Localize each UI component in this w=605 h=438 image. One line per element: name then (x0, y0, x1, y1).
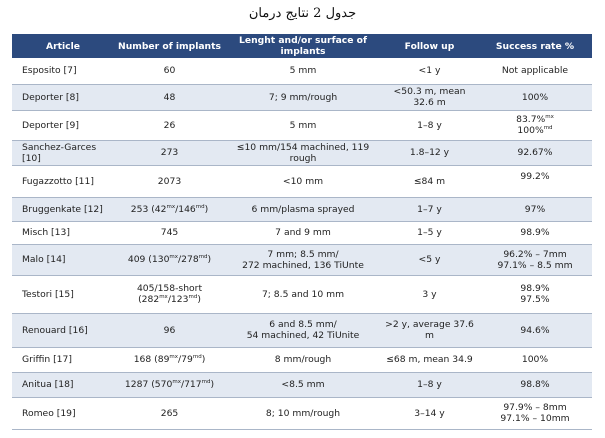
cell-article: Renouard [16] (22, 324, 88, 336)
table-row (12, 165, 592, 197)
cell-follow-up: >2 y, average 37.6 m (385, 319, 474, 341)
cell-implants: 405/158-short $(282^{mx}/123^{md})$ (136, 283, 203, 305)
cell-length: <10 mm (282, 175, 324, 187)
cell-length: 6 mm/plasma sprayed (251, 203, 355, 215)
cell-length: 7 and 9 mm (275, 227, 331, 238)
cell-article: Romeo [19] (22, 407, 76, 419)
results-table-container (12, 34, 592, 430)
cell-follow-up: 1–8 y (417, 379, 442, 390)
table-row (12, 397, 592, 429)
cell-length: 5 mm (289, 65, 317, 77)
cell-article: Sanchez-Garces [10] (22, 141, 97, 164)
cell-follow-up: 3–14 y (414, 407, 445, 419)
cell-length: ≤10 mm/154 machined, 119 rough (236, 141, 370, 164)
header-length-surface: Lenght and/or surface of implants (225, 34, 381, 58)
table-row (12, 84, 592, 110)
cell-article: Testori [15] (22, 288, 74, 300)
cell-success: 96.2% – 7mm 97.1% – 8.5 mm (497, 248, 573, 271)
cell-success: 97% (524, 203, 546, 215)
table-row (12, 372, 592, 397)
cell-follow-up: 1–7 y (417, 203, 442, 215)
success-value: 100% (517, 125, 544, 136)
superscript: md (543, 125, 553, 131)
cell-success: 100% (521, 91, 549, 103)
table-row (12, 58, 592, 84)
cell-success: Not applicable (501, 65, 569, 77)
cell-success: 99.2% (520, 170, 550, 182)
cell-article: Esposito [7] (22, 65, 77, 77)
cell-implants: 1287 $(570^{mx}/717^{md})$ (124, 379, 215, 390)
table-row (12, 347, 592, 372)
cell-length: 5 mm (289, 119, 317, 131)
cell-success: 98.9% 97.5% (520, 283, 550, 305)
cell-implants: 60 (163, 65, 176, 77)
cell-article: Griffin [17] (22, 354, 72, 365)
cell-article: Deporter [8] (22, 91, 79, 103)
cell-success: 100% (521, 354, 549, 365)
cell-article: Deporter [9] (22, 119, 79, 131)
cell-length: <8.5 mm (281, 379, 325, 390)
table-caption: جدول 2 نتایج درمان (248, 6, 357, 21)
success-value: 83.7% (516, 114, 546, 125)
table-row (12, 244, 592, 275)
cell-follow-up: 1.8–12 y (409, 147, 450, 158)
cell-length: 7; 8.5 and 10 mm (261, 288, 345, 300)
cell-success: 98.9% (520, 227, 550, 238)
cell-implants: 253 $(42^{mx}/146^{md})$ (130, 203, 209, 215)
cell-follow-up: 3 y (422, 288, 437, 300)
table-row (12, 140, 592, 165)
cell-article: Bruggenkate [12] (22, 203, 103, 215)
cell-follow-up: <5 y (418, 254, 441, 265)
cell-length: 6 and 8.5 mm/ 54 machined, 42 TiUnite (246, 319, 360, 341)
cell-success: 98.8% (520, 379, 550, 390)
cell-implants: 745 (160, 227, 179, 238)
cell-implants: 273 (160, 147, 179, 158)
results-table (12, 34, 592, 430)
cell-length: 7 mm; 8.5 mm/ 272 machined, 136 TiUnte (242, 248, 364, 271)
cell-success: 94.6% (520, 324, 550, 336)
cell-implants: 2073 (157, 175, 182, 187)
header-success-rate: Success rate % (478, 34, 592, 58)
table-header-row (12, 34, 592, 58)
cell-article: Fugazzotto [11] (22, 175, 94, 187)
header-number-of-implants: Number of implants (114, 34, 225, 58)
header-article: Article (12, 34, 114, 58)
cell-length: 8; 10 mm/rough (265, 407, 341, 419)
cell-article: Malo [14] (22, 254, 66, 265)
cell-implants: 409 $(130^{mx}/278^{md})$ (127, 254, 212, 265)
cell-success (478, 110, 592, 140)
cell-length: 7; 9 mm/rough (268, 91, 338, 103)
cell-implants: 96 (163, 324, 176, 336)
cell-implants: 26 (163, 119, 176, 131)
cell-implants: 265 (160, 407, 179, 419)
table-row (12, 275, 592, 313)
table-row (12, 197, 592, 221)
cell-follow-up: <1 y (418, 65, 441, 77)
header-follow-up: Follow up (381, 34, 478, 58)
table-row (12, 110, 592, 140)
cell-article: Anitua [18] (22, 379, 74, 390)
table-row (12, 221, 592, 244)
table-row (12, 313, 592, 347)
superscript: mx (545, 114, 554, 120)
cell-length: 8 mm/rough (274, 354, 332, 365)
cell-success: 97.9% – 8mm 97.1% – 10mm (500, 402, 570, 424)
cell-implants: 48 (163, 91, 176, 103)
cell-follow-up: <50.3 m, mean 32.6 m (393, 86, 466, 108)
cell-implants: 168 $(89^{mx}/79^{md})$ (133, 354, 206, 365)
cell-follow-up: 1–5 y (417, 227, 442, 238)
cell-follow-up: ≤68 m, mean 34.9 (386, 354, 473, 365)
cell-success: 92.67% (517, 147, 553, 158)
cell-follow-up: 1–8 y (417, 119, 442, 131)
cell-article: Misch [13] (22, 227, 70, 238)
cell-follow-up: ≤84 m (413, 175, 446, 187)
